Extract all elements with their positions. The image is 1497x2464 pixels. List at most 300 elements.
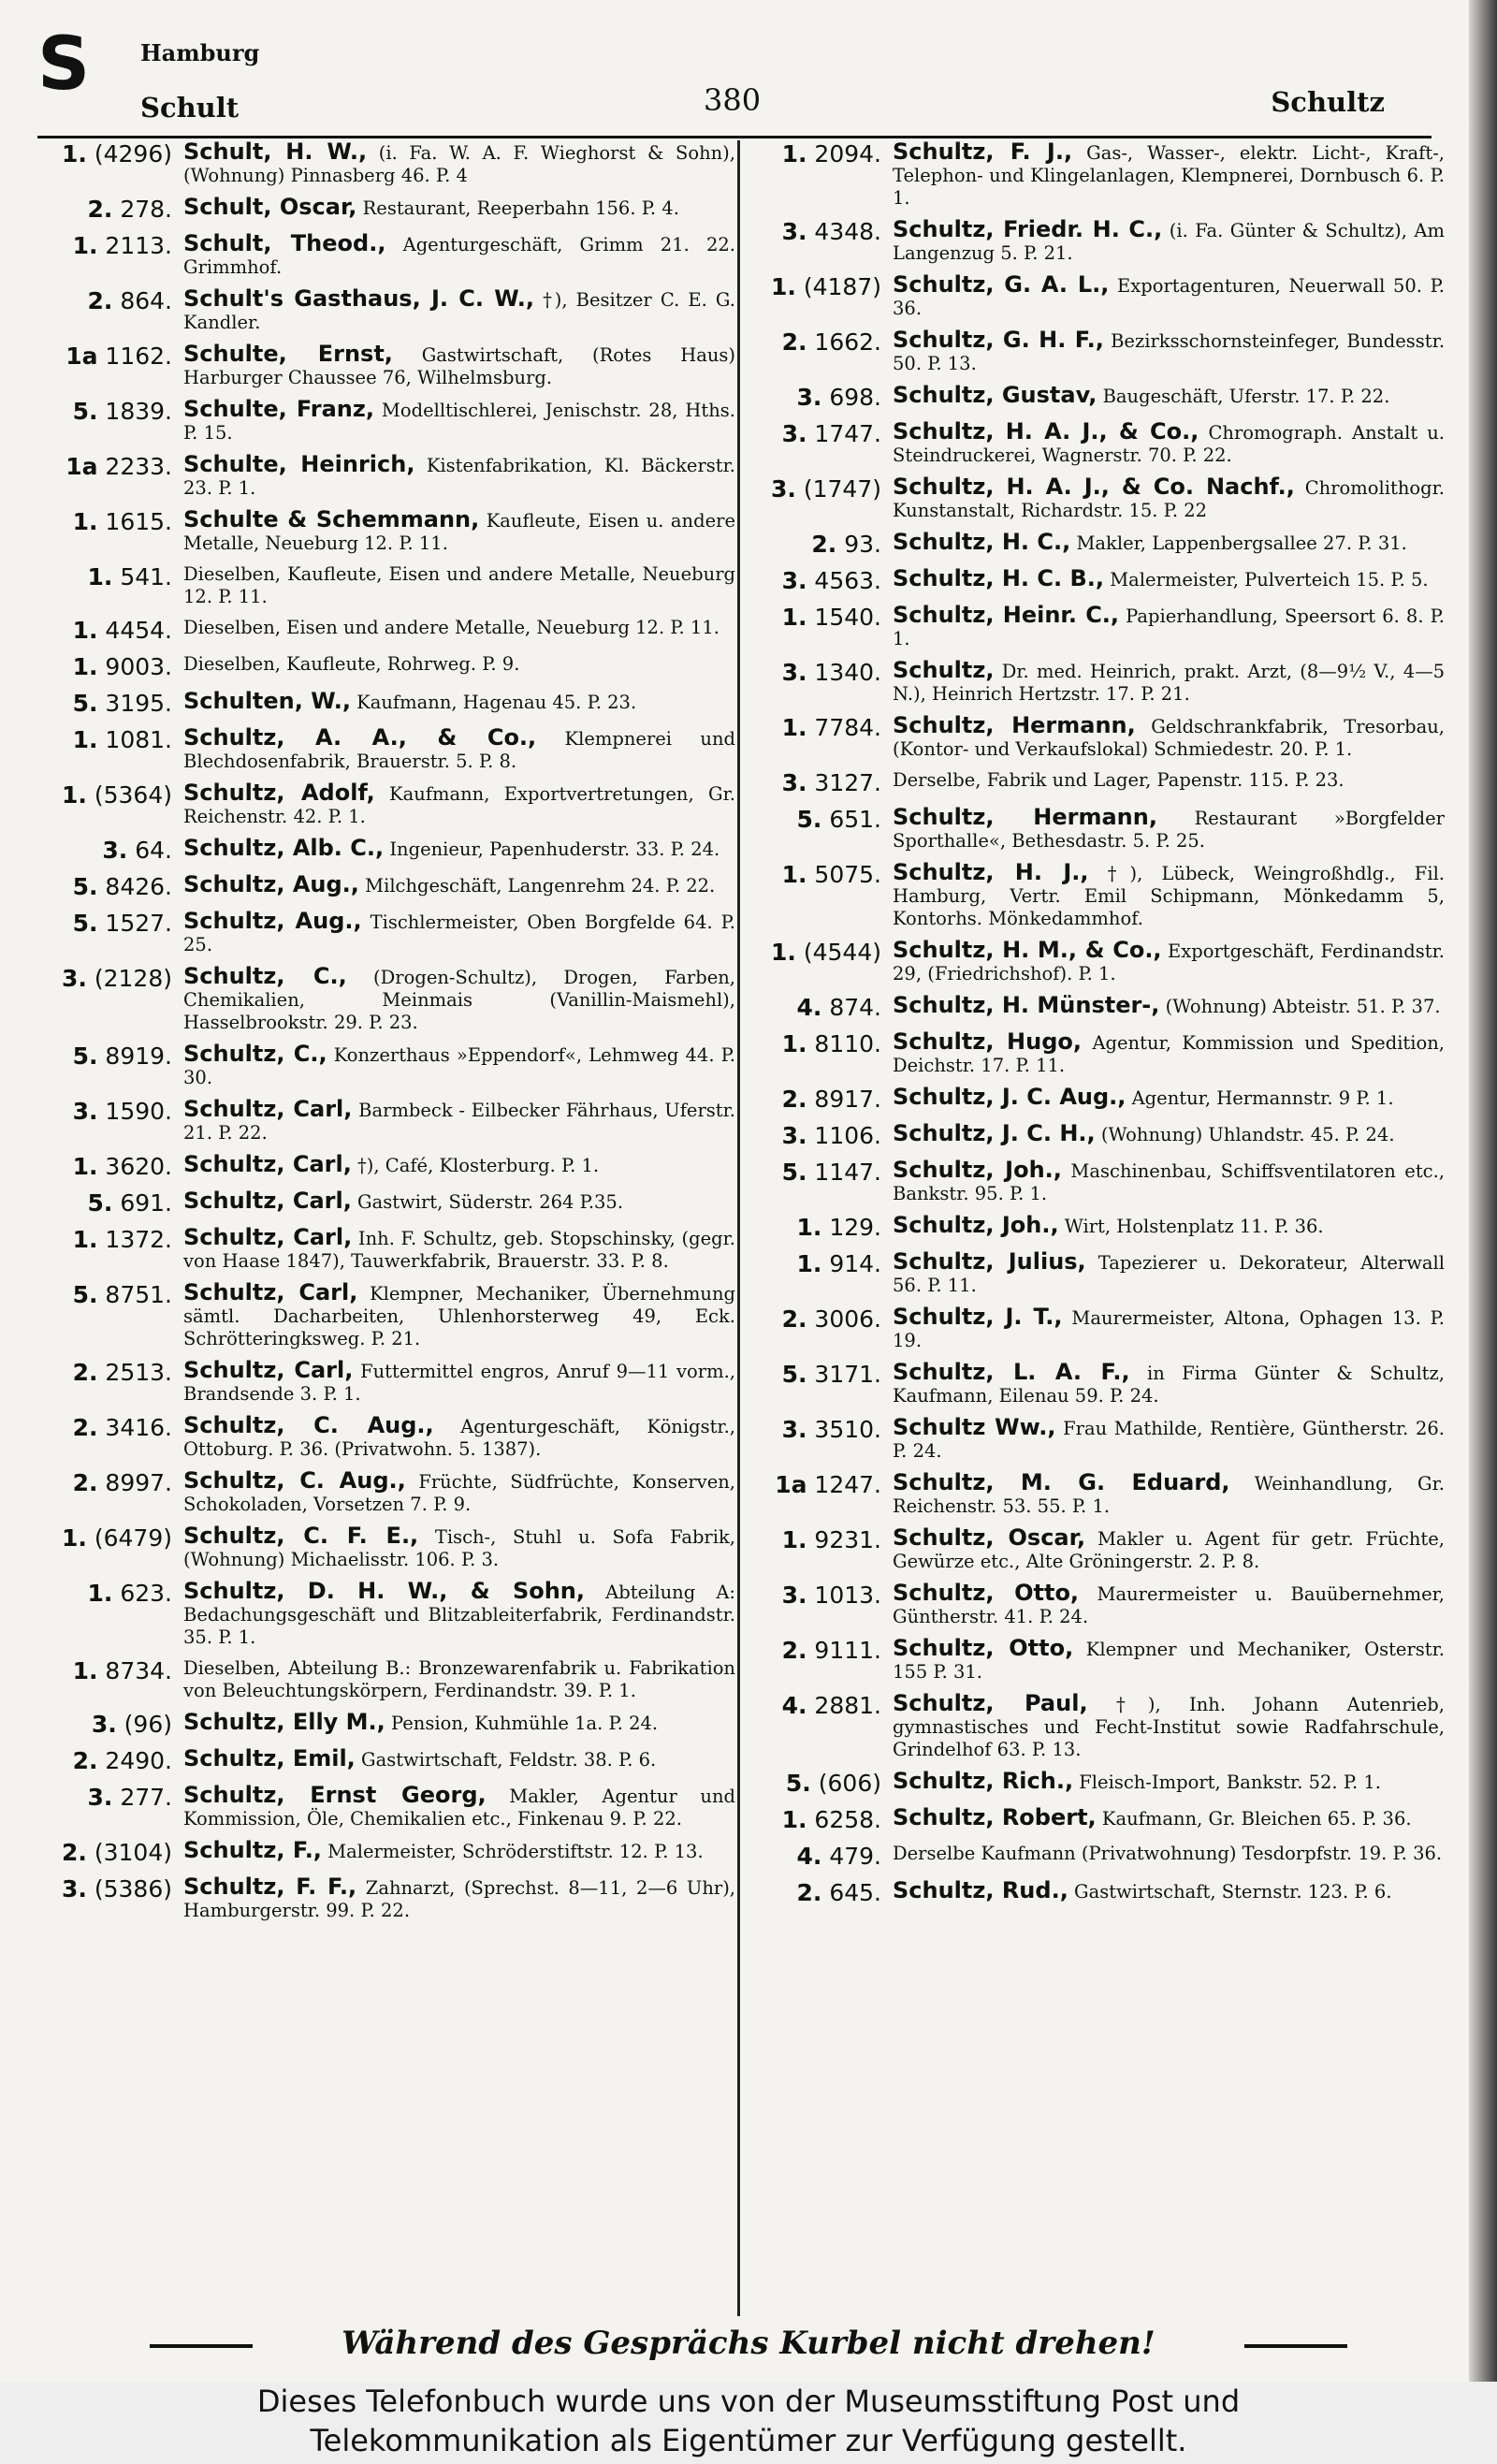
- exchange-code: 3.: [62, 1875, 87, 1903]
- entry-text: [893, 218, 1445, 265]
- directory-entry: [752, 1122, 1445, 1150]
- directory-entry: [43, 910, 735, 956]
- subscriber-details: Tisch-, Stuhl u. Sofa Fabrik, (Wohnung) Michaelisstr. 106. P. 3.: [183, 1526, 736, 1570]
- subscriber-details: Klempner und Mechaniker, Osterstr. 155 P. 31.: [893, 1639, 1445, 1683]
- entry-text: [893, 1250, 1445, 1297]
- line-number: 8917.: [814, 1086, 881, 1113]
- subscriber-details: Tapezierer u. Dekorateur, Alterwall 56. P. 11.: [893, 1252, 1446, 1296]
- entry-text: [893, 861, 1445, 930]
- subscriber-name: Schultz, Carl,: [183, 1357, 354, 1383]
- subscriber-name: Schultz,: [893, 657, 995, 683]
- subscriber-details: Futtermittel engros, Anruf 9—11 vorm., Brandsende 3. P. 1.: [183, 1361, 736, 1405]
- phone-number: [752, 1471, 893, 1499]
- entry-text: [183, 1784, 735, 1830]
- directory-entry: [752, 1526, 1445, 1573]
- subscriber-details: Restaurant »Borgfelder Sporthalle«, Bethesdastr. 5. P. 25.: [893, 808, 1446, 852]
- phone-number: [752, 1214, 893, 1242]
- exchange-code: 3.: [781, 1582, 807, 1609]
- entry-text: [183, 287, 735, 334]
- phone-number: [43, 617, 183, 645]
- line-number: 623.: [120, 1580, 172, 1607]
- phone-number: [752, 1159, 893, 1187]
- phone-number: [752, 939, 893, 967]
- right-column: [752, 140, 1445, 1916]
- phone-number: [752, 1806, 893, 1834]
- subscriber-details: Zahnarzt, (Sprechst. 8—11, 2—6 Uhr), Hamburgerstr. 99. P. 22.: [183, 1877, 736, 1921]
- phone-number: [43, 1784, 183, 1812]
- exchange-code: 5.: [781, 1361, 807, 1388]
- subscriber-details: Agentur, Kommission und Spedition, Deichstr. 17. P. 11.: [893, 1032, 1446, 1076]
- entry-text: [893, 1305, 1445, 1352]
- exchange-code: 2.: [72, 1359, 98, 1386]
- line-number: 914.: [829, 1250, 881, 1277]
- line-number: 2113.: [105, 232, 172, 259]
- directory-entry: [752, 384, 1445, 412]
- phone-number: [43, 1711, 183, 1739]
- subscriber-name: Schulten, W.,: [183, 688, 351, 714]
- subscriber-name: Schultz, Carl,: [183, 1188, 352, 1214]
- subscriber-name: Schultz, Carl,: [183, 1279, 358, 1305]
- line-number: 2881.: [814, 1692, 881, 1719]
- subscriber-name: Schultz, C.,: [183, 1041, 327, 1067]
- entry-text: [893, 1879, 1445, 1903]
- exchange-code: 2.: [811, 531, 837, 558]
- line-number: (3104): [94, 1839, 172, 1866]
- line-number: (2128): [94, 965, 172, 992]
- entry-text: [183, 1098, 735, 1145]
- line-number: 1081.: [105, 726, 172, 753]
- phone-number: [752, 420, 893, 448]
- entry-text: [183, 1524, 735, 1571]
- directory-entry: [43, 508, 735, 555]
- subscriber-details: Kaufmann, Gr. Bleichen 65. P. 36.: [1101, 1808, 1412, 1830]
- phone-number: [43, 1098, 183, 1126]
- subscriber-details: Chromolithogr. Kunstanstalt, Richardstr. 15. P. 22: [893, 477, 1445, 521]
- entry-text: [183, 726, 735, 773]
- phone-number: [752, 1526, 893, 1554]
- subscriber-details: Dieselben, Eisen und andere Metalle, Neueburg 12. P. 11.: [183, 617, 719, 638]
- subscriber-details: Pension, Kuhmühle 1a. P. 24.: [391, 1713, 659, 1734]
- exchange-code: 1.: [781, 861, 807, 888]
- phone-number: [43, 343, 183, 371]
- exchange-code: 1.: [87, 1580, 113, 1607]
- subscriber-details: Makler, Agentur und Kommission, Öle, Chemikalien etc., Finkenau 9. P. 22.: [183, 1786, 735, 1830]
- exchange-code: 1a: [775, 1471, 807, 1498]
- subscriber-details: Maschinenbau, Schiffsventilatoren etc., Bankstr. 95. P. 1.: [893, 1160, 1445, 1204]
- subscriber-details: Früchte, Südfrüchte, Konserven, Schokoladen, Vorsetzen 7. P. 9.: [183, 1471, 735, 1515]
- entry-text: [183, 1469, 735, 1516]
- line-number: 277.: [120, 1784, 172, 1811]
- line-number: 3620.: [105, 1153, 172, 1180]
- exchange-code: 1.: [771, 939, 796, 966]
- phone-number: [43, 837, 183, 865]
- subscriber-name: Schultz, D. H. W., & Sohn,: [183, 1578, 586, 1604]
- directory-entry: [43, 1747, 735, 1775]
- entry-text: [183, 965, 735, 1034]
- entry-text: [893, 806, 1445, 853]
- subscriber-name: Schultz Ww.,: [893, 1414, 1056, 1440]
- exchange-code: 3.: [62, 965, 87, 992]
- subscriber-name: Schultz, J. C. H.,: [893, 1120, 1096, 1146]
- line-number: 8919.: [105, 1042, 172, 1070]
- directory-entry: [752, 1879, 1445, 1907]
- subscriber-details: Dieselben, Kaufleute, Rohrweg. P. 9.: [183, 653, 520, 675]
- line-number: 9003.: [105, 653, 172, 680]
- subscriber-details: Dr. med. Heinrich, prakt. Arzt, (8—9½ V., 4—5 N.), Heinrich Hertzstr. 17. P. 21.: [893, 661, 1446, 705]
- subscriber-name: Schultz, H. A. J., & Co.,: [893, 418, 1199, 445]
- line-number: 541.: [120, 563, 172, 590]
- city-heading: Hamburg: [140, 39, 260, 66]
- subscriber-name: Schult's Gasthaus, J. C. W.,: [183, 285, 534, 312]
- entry-text: [183, 1747, 735, 1771]
- line-number: 2513.: [105, 1359, 172, 1386]
- subscriber-name: Schulte, Ernst,: [183, 341, 393, 367]
- phone-number: [752, 475, 893, 503]
- last-entry-keyword: Schultz: [1271, 86, 1385, 118]
- exchange-code: 1.: [72, 1226, 98, 1253]
- phone-number: [43, 1524, 183, 1553]
- subscriber-name: Schultz, H. M., & Co.,: [893, 937, 1162, 963]
- subscriber-name: Schultz, G. A. L.,: [893, 271, 1110, 298]
- phone-number: [752, 1692, 893, 1720]
- exchange-code: 2.: [796, 1879, 822, 1906]
- subscriber-details: Ingenieur, Papenhuderstr. 33. P. 24.: [389, 838, 720, 860]
- directory-entry: [43, 837, 735, 865]
- exchange-code: 2.: [72, 1469, 98, 1496]
- subscriber-details: Papierhandlung, Speersort 6. 8. P. 1.: [893, 605, 1446, 649]
- entry-text: [183, 398, 735, 445]
- exchange-code: 1.: [72, 653, 98, 680]
- exchange-code: 1.: [781, 1526, 807, 1553]
- entry-text: [183, 1875, 735, 1922]
- phone-number: [43, 1359, 183, 1387]
- line-number: 1839.: [105, 398, 172, 425]
- entry-text: [893, 1843, 1445, 1865]
- phone-number: [43, 1414, 183, 1442]
- phone-number: [43, 508, 183, 536]
- exchange-code: 3.: [781, 1416, 807, 1443]
- phone-number: [43, 1226, 183, 1254]
- subscriber-details: (Drogen-Schultz), Drogen, Farben, Chemikalien, Meinmais (Vanillin-Maismehl), Hasselbrookstr. 29. P. 23.: [183, 967, 736, 1033]
- subscriber-details: Gastwirtschaft, (Rotes Haus) Harburger Chaussee 76, Wilhelmsburg.: [183, 344, 736, 388]
- exchange-code: 1.: [781, 140, 807, 168]
- phone-number: [752, 531, 893, 559]
- subscriber-details: Gas-, Wasser-, elektr. Licht-, Kraft-, Telephon- und Klingelanlagen, Klempnerei, Dornbusch 6. P. 1.: [893, 142, 1446, 209]
- line-number: 93.: [844, 531, 881, 558]
- phone-number: [752, 1030, 893, 1058]
- entry-text: [183, 690, 735, 714]
- directory-entry: [752, 604, 1445, 650]
- exchange-code: 1.: [62, 781, 87, 809]
- directory-entry: [752, 1305, 1445, 1352]
- phone-number: [43, 398, 183, 426]
- directory-entry: [43, 1359, 735, 1406]
- directory-entry: [752, 714, 1445, 761]
- entry-text: [183, 343, 735, 389]
- directory-entry: [752, 1159, 1445, 1205]
- line-number: (5386): [94, 1875, 172, 1903]
- exchange-code: 3.: [781, 769, 807, 796]
- exchange-code: 5.: [72, 690, 98, 717]
- directory-entry: [43, 1414, 735, 1461]
- exchange-code: 4.: [796, 1843, 822, 1870]
- entry-text: [893, 567, 1445, 591]
- section-letter: S: [37, 22, 91, 107]
- subscriber-details: Tischlermeister, Oben Borgfelde 64. P. 25.: [183, 911, 735, 955]
- exchange-code: 2.: [781, 1637, 807, 1664]
- subscriber-name: Schultz, Paul,: [893, 1690, 1088, 1716]
- line-number: (6479): [94, 1524, 172, 1552]
- line-number: (1747): [803, 475, 881, 503]
- line-number: 874.: [829, 994, 881, 1021]
- entry-text: [893, 1637, 1445, 1684]
- subscriber-name: Schultz, Oscar,: [893, 1524, 1086, 1551]
- entry-text: [183, 508, 735, 555]
- subscriber-details: Kistenfabrikation, Kl. Bäckerstr. 23. P. 1.: [183, 455, 735, 499]
- phone-number: [43, 873, 183, 901]
- subscriber-details: †), Café, Klosterburg. P. 1.: [357, 1155, 600, 1176]
- exchange-code: 3.: [87, 1784, 113, 1811]
- phone-number: [43, 453, 183, 481]
- entry-text: [183, 1281, 735, 1350]
- directory-entry: [752, 273, 1445, 320]
- exchange-code: 3.: [72, 1098, 98, 1125]
- subscriber-details: Geldschrankfabrik, Tresorbau, (Kontor- und Verkaufslokal) Schmiedestr. 20. P. 1.: [893, 716, 1446, 760]
- subscriber-name: Schultz, C. Aug.,: [183, 1412, 434, 1438]
- entry-text: [183, 653, 735, 676]
- directory-entry: [752, 994, 1445, 1022]
- phone-number: [43, 726, 183, 754]
- line-number: 129.: [829, 1214, 881, 1241]
- subscriber-details: Restaurant, Reeperbahn 156. P. 4.: [362, 197, 679, 219]
- line-number: 6258.: [814, 1806, 881, 1833]
- entry-text: [893, 328, 1445, 375]
- subscriber-details: Modelltischlerei, Jenischstr. 28, Hths. P. 15.: [183, 400, 735, 444]
- exchange-code: 1.: [796, 1214, 822, 1241]
- subscriber-details: Bezirksschornsteinfeger, Bundesstr. 50. P. 13.: [893, 330, 1446, 374]
- subscriber-name: Schultz, Carl,: [183, 1224, 353, 1250]
- subscriber-name: Schultz, Heinr. C.,: [893, 602, 1120, 628]
- phone-number: [752, 1361, 893, 1389]
- exchange-code: 2.: [62, 1839, 87, 1866]
- line-number: 4454.: [105, 617, 172, 644]
- directory-entry: [43, 140, 735, 187]
- directory-entry: [43, 1839, 735, 1867]
- directory-entry: [752, 140, 1445, 210]
- entry-text: [183, 1226, 735, 1273]
- subscriber-details: Kaufmann, Hagenau 45. P. 23.: [356, 692, 637, 713]
- directory-entry: [43, 1875, 735, 1922]
- exchange-code: 2.: [781, 328, 807, 356]
- directory-entry: [752, 939, 1445, 985]
- line-number: 3195.: [105, 690, 172, 717]
- exchange-code: 3.: [781, 420, 807, 447]
- exchange-code: 1.: [72, 232, 98, 259]
- subscriber-details: Agenturgeschäft, Grimm 21. 22. Grimmhof.: [183, 234, 735, 278]
- exchange-code: 5.: [796, 806, 822, 833]
- phone-number: [43, 287, 183, 315]
- subscriber-details: Kaufmann, Exportvertretungen, Gr. Reichenstr. 42. P. 1.: [183, 783, 735, 827]
- line-number: (606): [818, 1770, 881, 1797]
- subscriber-name: Schultz, Rich.,: [893, 1768, 1074, 1794]
- subscriber-name: Schultz, F. J.,: [893, 139, 1073, 165]
- exchange-code: 1a: [65, 453, 98, 480]
- subscriber-details: Exportgeschäft, Ferdinandstr. 29, (Friedrichshof). P. 1.: [893, 940, 1445, 984]
- directory-entry: [43, 1042, 735, 1089]
- subscriber-name: Schultz, C. Aug.,: [183, 1467, 406, 1494]
- subscriber-name: Schult, H. W.,: [183, 139, 368, 165]
- subscriber-details: †), Lübeck, Weingroßhdlg., Fil. Hamburg, Vertr. Emil Schipmann, Mönkedamm 5, Kontorhs. Mönkedammhof.: [893, 863, 1446, 929]
- subscriber-name: Schultz, J. C. Aug.,: [893, 1084, 1126, 1110]
- directory-entry: [43, 1657, 735, 1702]
- entry-text: [893, 1214, 1445, 1238]
- subscriber-details: Barmbeck - Eilbecker Fährhaus, Uferstr. 21. P. 22.: [183, 1100, 736, 1144]
- entry-text: [183, 232, 735, 279]
- directory-entry: [752, 1806, 1445, 1834]
- exchange-code: 5.: [72, 1042, 98, 1070]
- subscriber-details: Malermeister, Pulverteich 15. P. 5.: [1110, 569, 1429, 590]
- exchange-code: 1.: [796, 1250, 822, 1277]
- exchange-code: 5.: [72, 910, 98, 937]
- entry-text: [893, 420, 1445, 467]
- phone-number: [752, 1305, 893, 1334]
- directory-entry: [43, 1226, 735, 1273]
- entry-text: [183, 453, 735, 500]
- line-number: 2490.: [105, 1747, 172, 1774]
- entry-text: [183, 1042, 735, 1089]
- phone-number: [752, 714, 893, 742]
- ownership-notice: [0, 2382, 1497, 2464]
- entry-text: [183, 1580, 735, 1649]
- subscriber-details: (i. Fa. W. A. F. Wieghorst & Sohn), (Wohnung) Pinnasberg 46. P. 4: [183, 142, 735, 186]
- entry-text: [893, 475, 1445, 522]
- directory-entry: [43, 965, 735, 1034]
- entry-text: [183, 617, 735, 639]
- directory-entry: [752, 1582, 1445, 1628]
- line-number: 1540.: [814, 604, 881, 631]
- directory-entry: [43, 1711, 735, 1739]
- entry-text: [183, 140, 735, 187]
- exchange-code: 1a: [65, 343, 98, 370]
- entry-text: [183, 1414, 735, 1461]
- line-number: 8426.: [105, 873, 172, 900]
- line-number: 1527.: [105, 910, 172, 937]
- exchange-code: 1.: [781, 714, 807, 741]
- subscriber-name: Schultz, Julius,: [893, 1248, 1086, 1275]
- directory-entry: [43, 398, 735, 445]
- phone-number: [752, 1637, 893, 1665]
- subscriber-details: Makler u. Agent für getr. Früchte, Gewürze etc., Alte Gröningerstr. 2. P. 8.: [893, 1528, 1446, 1572]
- subscriber-details: in Firma Günter & Schultz, Kaufmann, Eilenau 59. P. 24.: [893, 1363, 1445, 1407]
- directory-entry: [43, 1784, 735, 1830]
- line-number: 9231.: [814, 1526, 881, 1553]
- line-number: 1247.: [814, 1471, 881, 1498]
- subscriber-details: Agenturgeschäft, Königstr., Ottoburg. P. 36. (Privatwohn. 5. 1387).: [183, 1416, 736, 1460]
- exchange-code: 1.: [771, 273, 796, 300]
- subscriber-details: Konzerthaus »Eppendorf«, Lehmweg 44. P. 30.: [183, 1044, 735, 1088]
- line-number: 3171.: [814, 1361, 881, 1388]
- subscriber-details: Derselbe Kaufmann (Privatwohnung) Tesdorpfstr. 19. P. 36.: [893, 1843, 1443, 1864]
- subscriber-name: Schulte, Heinrich,: [183, 451, 415, 477]
- subscriber-name: Schultz, Hugo,: [893, 1028, 1083, 1055]
- subscriber-details: Gastwirt, Süderstr. 264 P.35.: [357, 1191, 624, 1213]
- entry-text: [893, 1692, 1445, 1761]
- phone-number: [43, 1189, 183, 1217]
- phone-number: [43, 965, 183, 993]
- entry-text: [893, 1122, 1445, 1146]
- phone-number: [752, 1250, 893, 1278]
- subscriber-name: Schultz, H. Münster-,: [893, 992, 1160, 1018]
- directory-entry: [752, 1416, 1445, 1463]
- phone-number: [752, 1416, 893, 1444]
- phone-number: [752, 659, 893, 687]
- line-number: 864.: [120, 287, 172, 314]
- phone-number: [43, 910, 183, 938]
- subscriber-details: Baugeschäft, Uferstr. 17. P. 22.: [1102, 386, 1390, 407]
- subscriber-details: Gastwirtschaft, Feldstr. 38. P. 6.: [361, 1749, 657, 1771]
- entry-text: [183, 837, 735, 861]
- line-number: 1147.: [814, 1159, 881, 1186]
- line-number: 1615.: [105, 508, 172, 535]
- phone-number: [43, 1281, 183, 1309]
- notice-line-1: Dieses Telefonbuch wurde uns von der Museumsstiftung Post und: [256, 2384, 1241, 2419]
- phone-number: [752, 1582, 893, 1610]
- line-number: 1662.: [814, 328, 881, 356]
- phone-number: [43, 653, 183, 681]
- subscriber-name: Schultz, H. C. B.,: [893, 565, 1104, 591]
- subscriber-details: (i. Fa. Günter & Schultz), Am Langenzug 5. P. 21.: [893, 220, 1445, 264]
- subscriber-name: Schultz, Hermann,: [893, 804, 1157, 830]
- subscriber-name: Schultz, Alb. C.,: [183, 835, 385, 861]
- phone-number: [752, 328, 893, 357]
- line-number: 479.: [829, 1843, 881, 1870]
- entry-text: [893, 714, 1445, 761]
- subscriber-name: Schultz, F. F.,: [183, 1874, 357, 1900]
- directory-entry: [43, 1281, 735, 1350]
- directory-entry: [752, 567, 1445, 595]
- subscriber-name: Schultz, C. F. E.,: [183, 1523, 419, 1549]
- subscriber-details: Malermeister, Schröderstiftstr. 12. P. 13.: [327, 1841, 704, 1862]
- entry-text: [183, 781, 735, 828]
- subscriber-name: Schultz, L. A. F.,: [893, 1359, 1130, 1385]
- subscriber-details: Agentur, Hermannstr. 9 P. 1.: [1131, 1087, 1394, 1109]
- line-number: 698.: [829, 384, 881, 411]
- directory-entry: [43, 781, 735, 828]
- subscriber-name: Schultz, Carl,: [183, 1151, 352, 1177]
- directory-entry: [752, 769, 1445, 797]
- entry-text: [893, 1086, 1445, 1110]
- directory-entry: [43, 1153, 735, 1181]
- subscriber-name: Schult, Theod.,: [183, 230, 386, 256]
- directory-entry: [752, 1086, 1445, 1114]
- phone-number: [43, 563, 183, 591]
- exchange-code: 3.: [781, 1122, 807, 1149]
- directory-entry: [752, 1361, 1445, 1407]
- directory-entry: [752, 806, 1445, 853]
- line-number: 3416.: [105, 1414, 172, 1441]
- phone-number: [752, 994, 893, 1022]
- entry-text: [893, 1030, 1445, 1077]
- line-number: 2233.: [105, 453, 172, 480]
- directory-entry: [752, 420, 1445, 467]
- phone-number: [43, 1875, 183, 1903]
- footer-slogan: Während des Gesprächs Kurbel nicht drehen!: [342, 2325, 1155, 2362]
- phone-number: [752, 1879, 893, 1907]
- subscriber-details: Maurermeister, Altona, Ophagen 13. P. 19.: [893, 1307, 1446, 1351]
- subscriber-details: Abteilung A: Bedachungsgeschäft und Blitzableiterfabrik, Ferdinandstr. 35. P. 1.: [183, 1582, 735, 1648]
- line-number: 3510.: [814, 1416, 881, 1443]
- subscriber-name: Schultz, F.,: [183, 1837, 322, 1863]
